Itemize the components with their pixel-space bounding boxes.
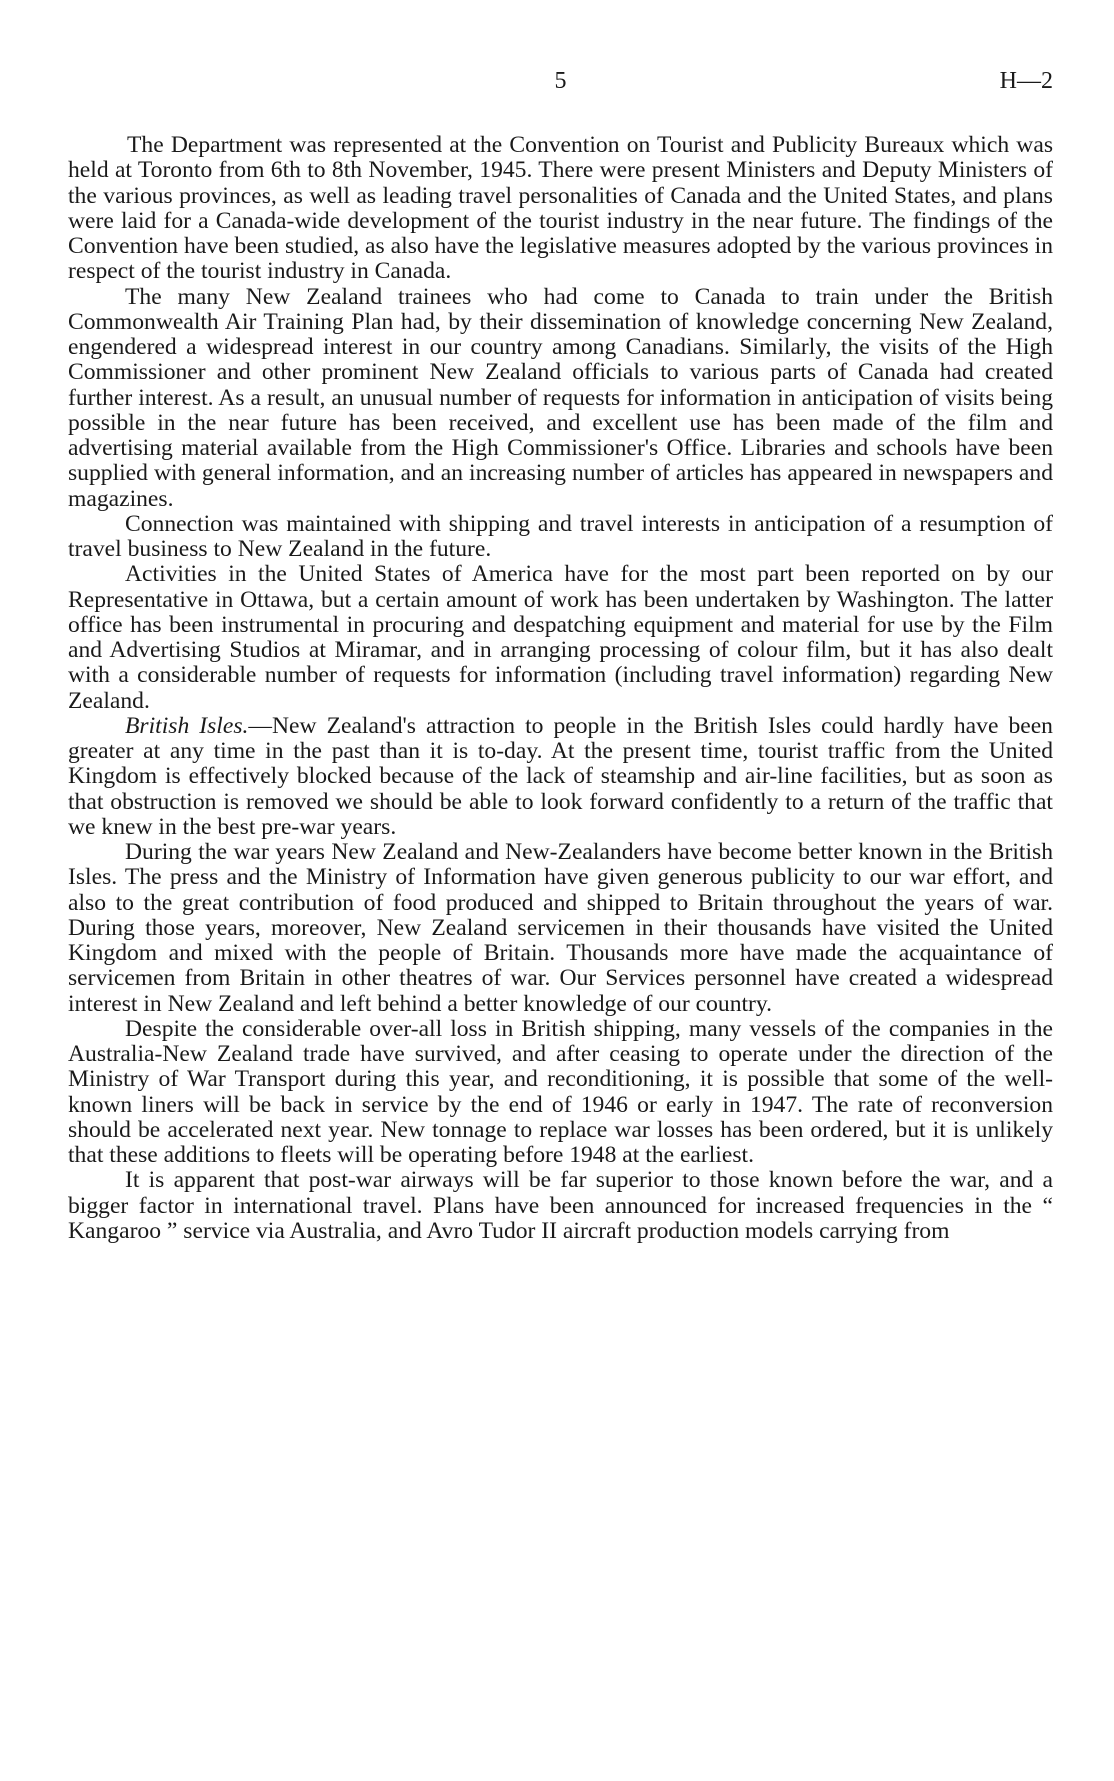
paragraph-text: Activities in the United States of America have for the most part been reported on by our Representative in Ottawa, but a certain amount of work has been undertaken by Washington. The latter office has been instrumental in procuring and despatching equipment and material for use by the Film and Advertising Studios at Miramar, and in arranging processing of colour film, but it has also dealt with a considerable number of requests for information (including travel information) regarding New Zealand.: [68, 561, 1053, 714]
paragraph-text: The Department was represented at the Convention on Tourist and Publicity Bureaux which was held at Toronto from 6th to 8th November, 1945. There were present Ministers and Deputy Ministers of the various provinces, as well as leading travel personalities of Canada and the United States, and plans were laid for a Canada-wide development of the tourist industry in the near future. The findings of the Convention have been studied, as also have the legislative measures adopted by the various provinces in respect of the tourist industry in Canada.: [68, 132, 1053, 285]
document-code: H—2: [999, 68, 1053, 94]
paragraph-text: —New Zealand's attraction to people in the British Isles could hardly have been greater at any time in the past than it is to-day. At the present time, tourist traffic from the United Kingdom is effectively blocked because of the lack of steamship and air-line facilities, but as soon as that obstruction is removed we should be able to look forward confidently to a return of the traffic that we knew in the best pre-war years.: [68, 712, 1053, 840]
paragraph-toronto-convention: [68, 133, 1053, 285]
paragraph-united-states: [68, 562, 1053, 714]
paragraph-shipping-interests: [68, 512, 1053, 563]
paragraph-text: The many New Zealand trainees who had come to Canada to train under the British Commonwealth Air Training Plan had, by their dissemination of knowledge concerning New Zealand, engendered a widespread interest in our country among Canadians. Similarly, the visits of the High Commissioner and other prominent New Zealand officials to various parts of Canada had created further interest. As a result, an unusual number of requests for information in anticipation of visits being possible in the near future has been received, and excellent use has been made of the film and advertising material available from the High Commissioner's Office. Libraries and schools have been supplied with general information, and an increasing number of articles has appeared in newspapers and magazines.: [68, 283, 1053, 512]
paragraph-post-war-airways: [68, 1168, 1053, 1244]
paragraph-canada-trainees: [68, 285, 1053, 512]
section-heading-british-isles: British Isles.: [125, 712, 249, 739]
body-text: [68, 133, 1053, 1244]
page-header: [68, 68, 1053, 98]
paragraph-text: Connection was maintained with shipping and travel interests in anticipation of a resumption of travel business to New Zealand in the future.: [68, 510, 1053, 562]
paragraph-war-years: [68, 840, 1053, 1017]
paragraph-text: It is apparent that post-war airways will be far superior to those known before the war, and a bigger factor in international travel. Plans have been announced for increased frequencies in the “ Kangaroo ” service via Australia, and Avro Tudor II aircraft production models carrying from: [68, 1167, 1053, 1244]
paragraph-text: During the war years New Zealand and New-Zealanders have become better known in the British Isles. The press and the Ministry of Information have given generous publicity to our war effort, and also to the great contribution of food produced and shipped to Britain throughout the years of war. During those years, moreover, New Zealand servicemen in their thousands have visited the United Kingdom and mixed with the people of Britain. Thousands more have made the acquaintance of servicemen from Britain in other theatres of war. Our Services personnel have created a widespread interest in New Zealand and left behind a better knowledge of our country.: [68, 839, 1053, 1017]
paragraph-british-isles: [68, 714, 1053, 840]
page-number: 5: [554, 68, 567, 94]
paragraph-text: Despite the considerable over-all loss in British shipping, many vessels of the companies in the Australia-New Zealand trade have survived, and after ceasing to operate under the direction of the Ministry of War Transport during this year, and reconditioning, it is possible that some of the well-known liners will be back in service by the end of 1946 or early in 1947. The rate of reconversion should be accelerated next year. New tonnage to replace war losses has been ordered, but it is unlikely that these additions to fleets will be operating before 1948 at the earliest.: [68, 1015, 1053, 1168]
paragraph-british-shipping: [68, 1017, 1053, 1169]
